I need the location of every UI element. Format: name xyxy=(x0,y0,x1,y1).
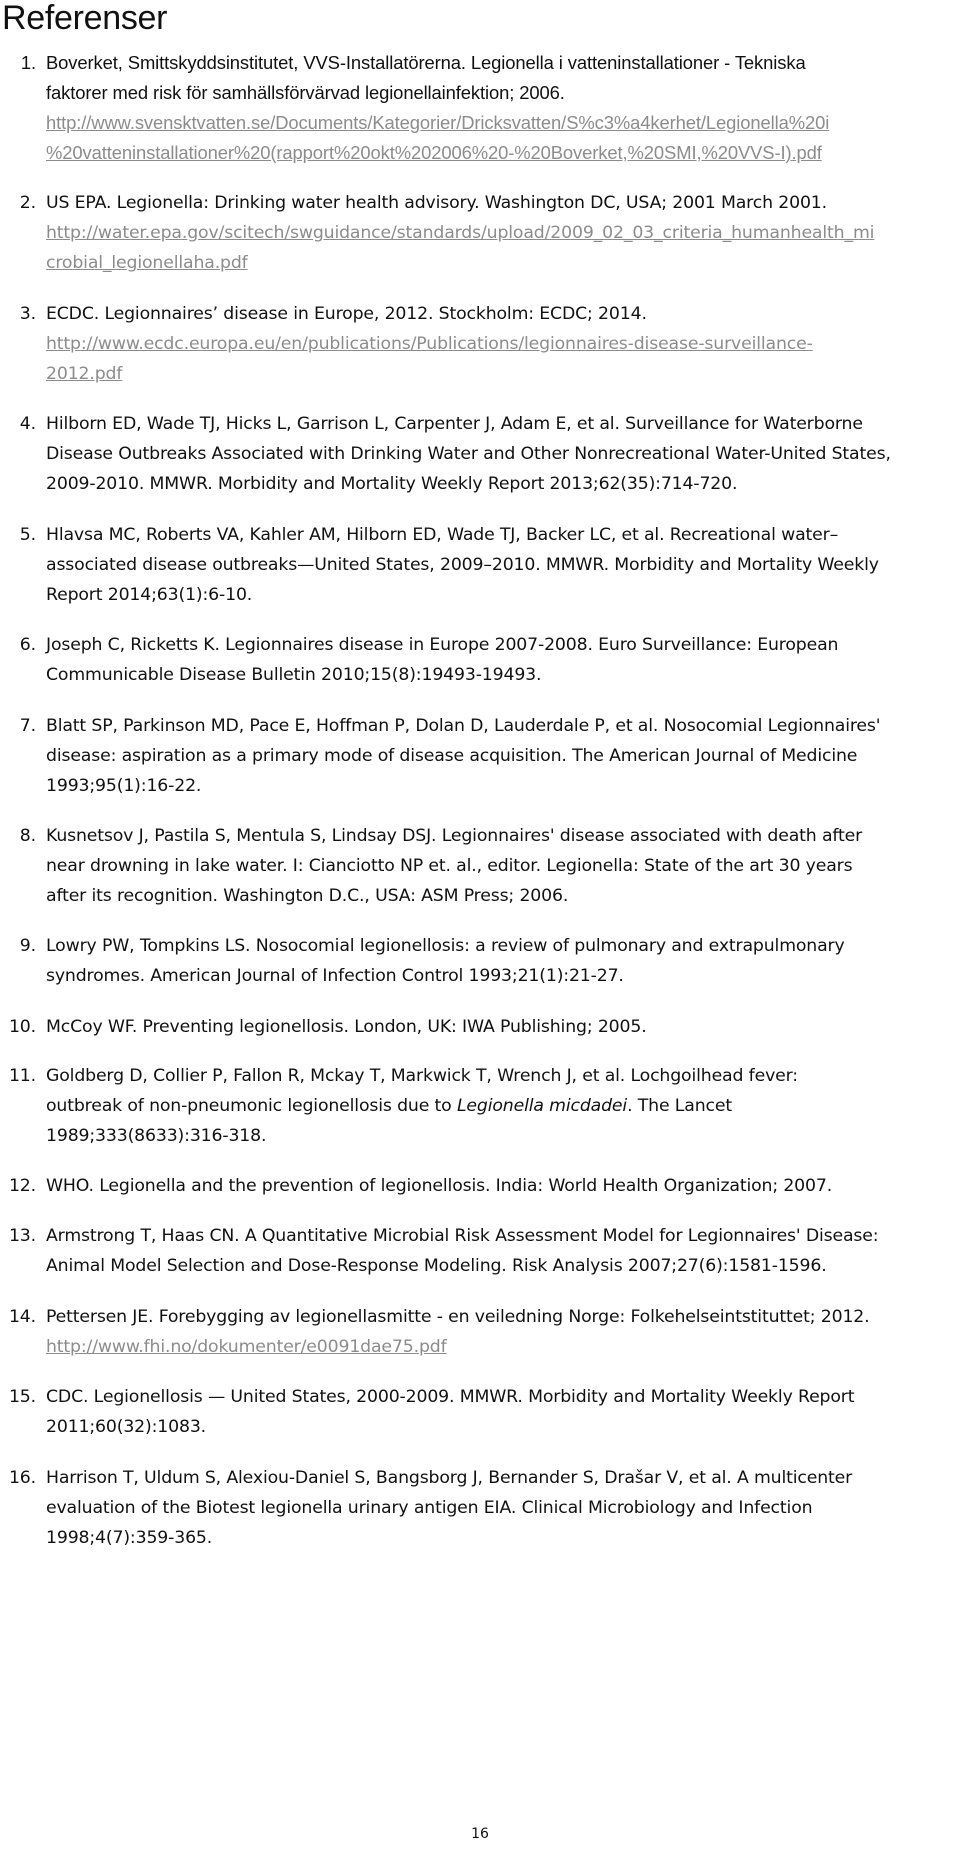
reference-text xyxy=(46,1302,926,1362)
reference-number: 14. xyxy=(8,1307,36,1327)
reference-line: ECDC. Legionnaires’ disease in Europe, 2012. Stockholm: ECDC; 2014. xyxy=(46,304,647,324)
reference-line: 2009-2010. MMWR. Morbidity and Mortality Weekly Report 2013;62(35):714-720. xyxy=(46,474,738,494)
page-title: Referenser xyxy=(2,0,168,37)
reference-line: syndromes. American Journal of Infection Control 1993;21(1):21-27. xyxy=(46,966,624,986)
reference-link[interactable]: 2012.pdf xyxy=(46,364,123,384)
reference-line: WHO. Legionella and the prevention of legionellosis. India: World Health Organization; 2007. xyxy=(46,1176,833,1196)
reference-text xyxy=(46,48,926,168)
reference-text xyxy=(46,630,926,690)
reference-line: Goldberg D, Collier P, Fallon R, Mckay T, Markwick T, Wrench J, et al. Lochgoilhead fever: xyxy=(46,1066,798,1086)
reference-number: 16. xyxy=(8,1468,36,1488)
reference-line: near drowning in lake water. I: Cianciotto NP et. al., editor. Legionella: State of the art 30 years xyxy=(46,856,853,876)
reference-line: Blatt SP, Parkinson MD, Pace E, Hoffman P, Dolan D, Lauderdale P, et al. Nosocomial Legionnaires' xyxy=(46,716,881,736)
reference-line: 1989;333(8633):316-318. xyxy=(46,1126,267,1146)
reference-number: 5. xyxy=(19,525,36,545)
reference-line-start: outbreak of non-pneumonic legionellosis due to xyxy=(46,1096,457,1116)
reference-number: 11. xyxy=(8,1066,36,1086)
reference-number: 10. xyxy=(8,1017,36,1037)
reference-line: 1998;4(7):359-365. xyxy=(46,1528,213,1548)
reference-text xyxy=(46,1221,926,1281)
page-number: 16 xyxy=(471,1826,489,1842)
reference-line: Hilborn ED, Wade TJ, Hicks L, Garrison L, Carpenter J, Adam E, et al. Surveillance for Waterborne xyxy=(46,414,863,434)
reference-number: 8. xyxy=(19,826,36,846)
reference-line: McCoy WF. Preventing legionellosis. London, UK: IWA Publishing; 2005. xyxy=(46,1017,647,1037)
reference-line: Harrison T, Uldum S, Alexiou-Daniel S, Bangsborg J, Bernander S, Drašar V, et al. A multicenter xyxy=(46,1468,853,1488)
reference-link[interactable]: http://www.ecdc.europa.eu/en/publications/Publications/legionnaires-disease-surveillance- xyxy=(46,334,813,354)
reference-line: Hlavsa MC, Roberts VA, Kahler AM, Hilborn ED, Wade TJ, Backer LC, et al. Recreational water– xyxy=(46,525,839,545)
reference-line-end: . The Lancet xyxy=(627,1096,732,1116)
reference-line: Boverket, Smittskyddsinstitutet, VVS-Installatörerna. Legionella i vatteninstallationer - Tekniska xyxy=(46,52,806,73)
reference-text xyxy=(46,1012,926,1042)
reference-line: 1993;95(1):16-22. xyxy=(46,776,202,796)
reference-text xyxy=(46,1382,926,1442)
reference-line: Animal Model Selection and Dose-Response Modeling. Risk Analysis 2007;27(6):1581-1596. xyxy=(46,1256,827,1276)
reference-text xyxy=(46,409,926,499)
reference-line: Kusnetsov J, Pastila S, Mentula S, Lindsay DSJ. Legionnaires' disease associated with death after xyxy=(46,826,863,846)
reference-line: Disease Outbreaks Associated with Drinking Water and Other Nonrecreational Water-United States, xyxy=(46,444,891,464)
reference-text xyxy=(46,931,926,991)
reference-number: 2. xyxy=(19,193,36,213)
reference-line: Pettersen JE. Forebygging av legionellasmitte - en veiledning Norge: Folkehelseintstituttet; 2012. xyxy=(46,1307,870,1327)
reference-link[interactable]: %20vatteninstallationer%20(rapport%20okt%202006%20-%20Boverket,%20SMI,%20VVS-I).pdf xyxy=(46,142,822,163)
reference-line: Armstrong T, Haas CN. A Quantitative Microbial Risk Assessment Model for Legionnaires' Disease: xyxy=(46,1226,879,1246)
reference-text xyxy=(46,1061,926,1151)
reference-line: Joseph C, Ricketts K. Legionnaires disease in Europe 2007-2008. Euro Surveillance: European xyxy=(46,635,839,655)
reference-text xyxy=(46,188,926,278)
reference-line: Communicable Disease Bulletin 2010;15(8):19493-19493. xyxy=(46,665,542,685)
reference-line: associated disease outbreaks—United States, 2009–2010. MMWR. Morbidity and Mortality Weekly xyxy=(46,555,879,575)
reference-link[interactable]: http://www.svensktvatten.se/Documents/Kategorier/Dricksvatten/S%c3%a4kerhet/Legionella%20i xyxy=(46,112,830,133)
reference-line: 2011;60(32):1083. xyxy=(46,1417,207,1437)
reference-link[interactable]: http://water.epa.gov/scitech/swguidance/standards/upload/2009_02_03_criteria_humanhealth_mi xyxy=(46,223,875,243)
reference-number: 1. xyxy=(20,52,36,73)
reference-line: Report 2014;63(1):6-10. xyxy=(46,585,253,605)
reference-number: 7. xyxy=(19,716,36,736)
reference-line: CDC. Legionellosis — United States, 2000-2009. MMWR. Morbidity and Mortality Weekly Report xyxy=(46,1387,855,1407)
reference-number: 4. xyxy=(19,414,36,434)
reference-line: US EPA. Legionella: Drinking water health advisory. Washington DC, USA; 2001 March 2001. xyxy=(46,193,827,213)
reference-line: faktorer med risk för samhällsförvärvad legionellainfektion; 2006. xyxy=(46,82,565,103)
reference-line: Lowry PW, Tompkins LS. Nosocomial legionellosis: a review of pulmonary and extrapulmonary xyxy=(46,936,845,956)
reference-link[interactable]: crobial_legionellaha.pdf xyxy=(46,253,248,273)
reference-text xyxy=(46,1171,926,1201)
reference-text xyxy=(46,821,926,911)
reference-text xyxy=(46,711,926,801)
reference-number: 15. xyxy=(8,1387,36,1407)
reference-line: after its recognition. Washington D.C., USA: ASM Press; 2006. xyxy=(46,886,569,906)
reference-line: disease: aspiration as a primary mode of disease acquisition. The American Journal of Medicine xyxy=(46,746,858,766)
reference-number: 3. xyxy=(19,304,36,324)
reference-text xyxy=(46,1463,926,1553)
species-name: Legionella micdadei xyxy=(456,1096,628,1116)
reference-link[interactable]: http://www.fhi.no/dokumenter/e0091dae75.pdf xyxy=(46,1337,447,1357)
reference-line: evaluation of the Biotest legionella urinary antigen EIA. Clinical Microbiology and Infection xyxy=(46,1498,813,1518)
reference-number: 9. xyxy=(19,936,36,956)
reference-number: 12. xyxy=(8,1176,36,1196)
reference-text xyxy=(46,299,926,389)
reference-number: 6. xyxy=(19,635,36,655)
reference-text xyxy=(46,520,926,610)
reference-number: 13. xyxy=(8,1226,36,1246)
reference-line xyxy=(46,1091,926,1121)
